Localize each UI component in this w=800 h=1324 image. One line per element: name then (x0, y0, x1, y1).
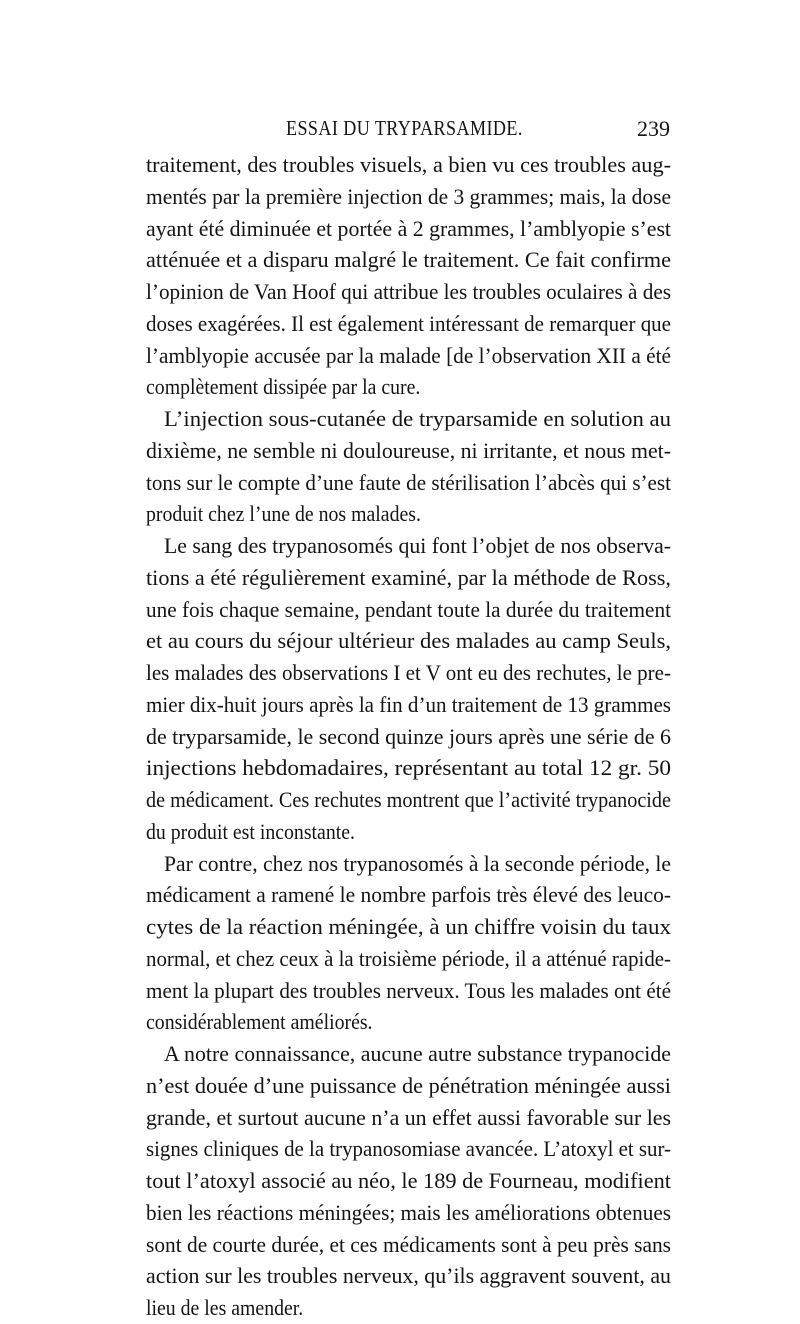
text-line-content: l’opinion de Van Hoof qui attribue les troubles oculaires à des (146, 279, 671, 304)
text-line-content: de tryparsamide, le second quinze jours après une série de 6 (146, 723, 671, 749)
text-line (146, 562, 671, 594)
text-line (146, 1070, 671, 1102)
text-line-content: tout l’atoxyl associé au néo, le 189 de Fourneau, modifient (146, 1168, 671, 1193)
text-line (146, 1133, 671, 1165)
text-line-content: atténuée et a disparu malgré le traitement. Ce fait confirme (146, 247, 671, 273)
text-line-content: les malades des observations I et V ont eu des rechutes, le pre- (146, 660, 671, 685)
text-line-content: grande, et surtout aucune n’a un effet aussi favorable sur les (146, 1104, 671, 1130)
text-line-content: normal, et chez ceux à la troisième période, il a atténué rapide- (146, 945, 671, 971)
text-line (146, 181, 671, 213)
text-line (146, 340, 671, 372)
page-number: 239 (637, 116, 670, 141)
text-line (146, 149, 671, 181)
text-line (146, 1197, 671, 1229)
running-title: ESSAI DU TRYPARSAMIDE. (286, 116, 523, 140)
text-line-content: de médicament. Ces rechutes montrent que l’activité trypanocide (146, 787, 671, 812)
text-line-content: mier dix-huit jours après la fin d’un traitement de 13 grammes (146, 691, 671, 717)
text-line (146, 911, 671, 943)
text-line (146, 530, 671, 562)
text-line-content: injections hebdomadaires, représentant au total 12 gr. 50 (146, 755, 671, 781)
text-line (146, 657, 671, 689)
text-line (146, 308, 671, 340)
text-line (146, 816, 671, 848)
text-line-content: signes cliniques de la trypanosomiase avancée. L’atoxyl et sur- (146, 1136, 671, 1162)
text-line (146, 848, 671, 880)
text-line-content: L’injection sous-cutanée de tryparsamide en solution au (164, 406, 671, 431)
text-line (146, 276, 671, 308)
text-line (146, 975, 671, 1007)
text-line-content: mentés par la première injection de 3 grammes; mais, la dose (146, 183, 671, 209)
text-line-content: produit chez l’une de nos malades. (146, 501, 421, 527)
text-line (146, 879, 671, 911)
text-line-content: médicament a ramené le nombre parfois très élevé des leuco- (146, 882, 671, 908)
text-line (146, 1165, 671, 1197)
text-line-content: action sur les troubles nerveux, qu’ils aggravent souvent, au (146, 1263, 671, 1289)
text-line-content: sont de courte durée, et ces médicaments sont à peu près sans (146, 1231, 671, 1257)
text-line (146, 689, 671, 721)
text-line (146, 943, 671, 975)
body-text (146, 149, 671, 1324)
text-line (146, 1038, 671, 1070)
text-line-content: bien les réactions méningées; mais les améliorations obtenues (146, 1199, 671, 1225)
text-line (146, 213, 671, 245)
text-line (146, 467, 671, 499)
text-line-content: cytes de la réaction méningée, à un chiffre voisin du taux (146, 914, 671, 939)
text-line-content: complètement dissipée par la cure. (146, 374, 421, 400)
text-line-content: n’est douée d’une puissance de pénétration méningée aussi (146, 1072, 671, 1098)
text-line (146, 244, 671, 276)
text-line-content: ayant été diminuée et portée à 2 grammes, l’amblyopie s’est (146, 215, 671, 241)
text-line (146, 1102, 671, 1134)
text-line (146, 784, 671, 816)
page-header (146, 116, 670, 146)
text-line (146, 752, 671, 784)
text-line (146, 371, 671, 403)
text-line-content: une fois chaque semaine, pendant toute la durée du traitement (146, 596, 671, 622)
text-line (146, 721, 671, 753)
text-line (146, 1006, 671, 1038)
text-line (146, 403, 671, 435)
text-line-content: considérablement améliorés. (146, 1009, 373, 1035)
text-line (146, 1260, 671, 1292)
text-line-content: l’amblyopie accusée par la malade [de l’observation XII a été (146, 342, 671, 368)
text-line-content: A notre connaissance, aucune autre substance trypanocide (164, 1041, 671, 1066)
text-line-content: tons sur le compte d’une faute de stérilisation l’abcès qui s’est (146, 469, 671, 495)
text-line-content: Par contre, chez nos trypanosomés à la seconde période, le (164, 850, 671, 876)
text-line (146, 625, 671, 657)
text-line-content: dixième, ne semble ni douloureuse, ni irritante, et nous met- (146, 437, 671, 463)
text-line-content: doses exagérées. Il est également intéressant de remarquer que (146, 310, 671, 336)
text-line-content: tions a été régulièrement examiné, par la méthode de Ross, (146, 564, 671, 590)
text-line-content: du produit est inconstante. (146, 818, 355, 844)
text-line-content: Le sang des trypanosomés qui font l’objet de nos observa- (164, 533, 671, 558)
text-line (146, 1292, 671, 1324)
text-line (146, 594, 671, 626)
text-line (146, 1229, 671, 1261)
text-line-content: lieu de les amender. (146, 1295, 304, 1320)
text-line-content: ment la plupart des troubles nerveux. Tous les malades ont été (146, 977, 671, 1003)
text-line-content: et au cours du séjour ultérieur des malades au camp Seuls, (146, 628, 671, 654)
text-line-content: traitement, des troubles visuels, a bien vu ces troubles aug- (146, 152, 671, 177)
text-line (146, 435, 671, 467)
text-line (146, 498, 671, 530)
